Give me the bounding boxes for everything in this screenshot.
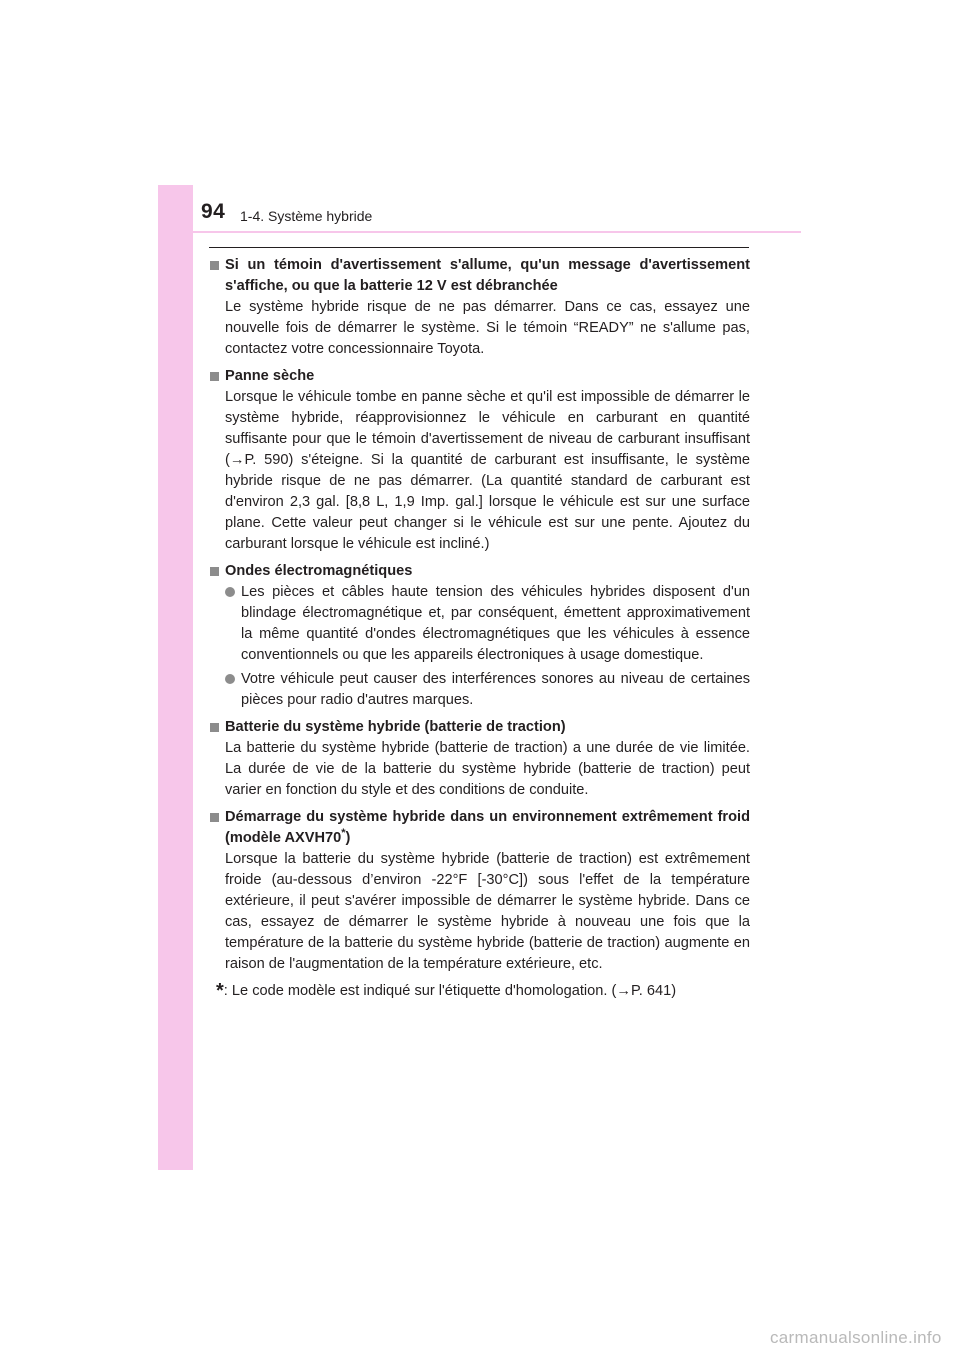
- square-bullet-icon: [210, 372, 219, 381]
- square-bullet-icon: [210, 567, 219, 576]
- square-bullet-icon: [210, 261, 219, 270]
- watermark: carmanualsonline.info: [770, 1328, 942, 1347]
- section-traction-battery: [210, 717, 750, 801]
- footnote-star: *: [216, 980, 224, 1002]
- chapter-title: 1-4. Système hybride: [240, 208, 373, 224]
- section-cold-start: [210, 807, 750, 975]
- footnote-marker: *: [341, 827, 346, 840]
- header-rule: [209, 247, 749, 248]
- section-warning-light: [210, 255, 750, 360]
- round-bullet-icon: [225, 674, 235, 684]
- section-text: Lorsque le véhicule tombe en panne sèche et qu'il est impossible de démarrer le système hybride, réapprovisionnez le véhicule en carburant en quantité suffisante pour que le témoin d'avertissement de niveau de carburant insuffisant (→P. 590) s'éteigne. Si la quantité de carburant est insuffisante, le système hybride risque de ne pas démarrer. (La quantité standard de carburant est d'environ 2,3 gal. [8,8 L, 1,9 Imp. gal.] lorsque le véhicule est sur une surface plane. Cette valeur peut changer si le véhicule est sur une pente. Ajoutez du carburant lorsque le véhicule est incliné.): [225, 389, 750, 552]
- section-text: La batterie du système hybride (batterie de traction) a une durée de vie limitée. La durée de vie de la batterie du système hybride (batterie de traction) peut varier en fonction du style et des conditions de conduite.: [225, 740, 750, 798]
- section-empty-tank: [210, 366, 750, 555]
- section-text: Le système hybride risque de ne pas démarrer. Dans ce cas, essayez une nouvelle fois de démarrer le système. Si le témoin “READY” ne s'allume pas, contactez votre concessionnaire Toyota.: [225, 299, 750, 357]
- section-heading: Démarrage du système hybride dans un environnement extrêmement froid (modèle AXVH70*): [210, 807, 750, 849]
- list-item: Les pièces et câbles haute tension des véhicules hybrides disposent d'un blindage électromagnétique et, par conséquent, émettent approximativement la même quantité d'ondes électromagnétiques que les véhicules à essence conventionnels ou que les appareils électroniques à usage domestique.: [210, 582, 750, 666]
- section-text: Lorsque la batterie du système hybride (batterie de traction) est extrêmement froide (au-dessous d’environ -22°F [-30°C]) sous l'effet de la température extérieure, il peut s'avérer impossible de démarrer le système hybride. Dans ce cas, essayez de démarrer le système hybride à nouveau une fois que la température de la batterie du système hybride (batterie de traction) augmente en raison de l'augmentation de la température extérieure, etc.: [225, 851, 750, 972]
- page-content: [210, 255, 750, 1002]
- section-heading: Si un témoin d'avertissement s'allume, qu'un message d'avertissement s'affiche, ou que la batterie 12 V est débranchée: [210, 255, 750, 297]
- round-bullet-icon: [225, 587, 235, 597]
- square-bullet-icon: [210, 813, 219, 822]
- section-electromagnetic-waves: [210, 561, 750, 711]
- section-heading: Panne sèche: [210, 366, 750, 387]
- footnote-text: : Le code modèle est indiqué sur l'étiquette d'homologation. (→P. 641): [223, 983, 677, 999]
- side-tab-band: [158, 185, 193, 1170]
- section-heading: Ondes électromagnétiques: [210, 561, 750, 582]
- square-bullet-icon: [210, 723, 219, 732]
- footnote: [210, 981, 750, 1002]
- section-heading: Batterie du système hybride (batterie de traction): [210, 717, 750, 738]
- list-item: Votre véhicule peut causer des interférences sonores au niveau de certaines pièces pour radio d'autres marques.: [210, 669, 750, 711]
- page-number: 94: [201, 200, 226, 223]
